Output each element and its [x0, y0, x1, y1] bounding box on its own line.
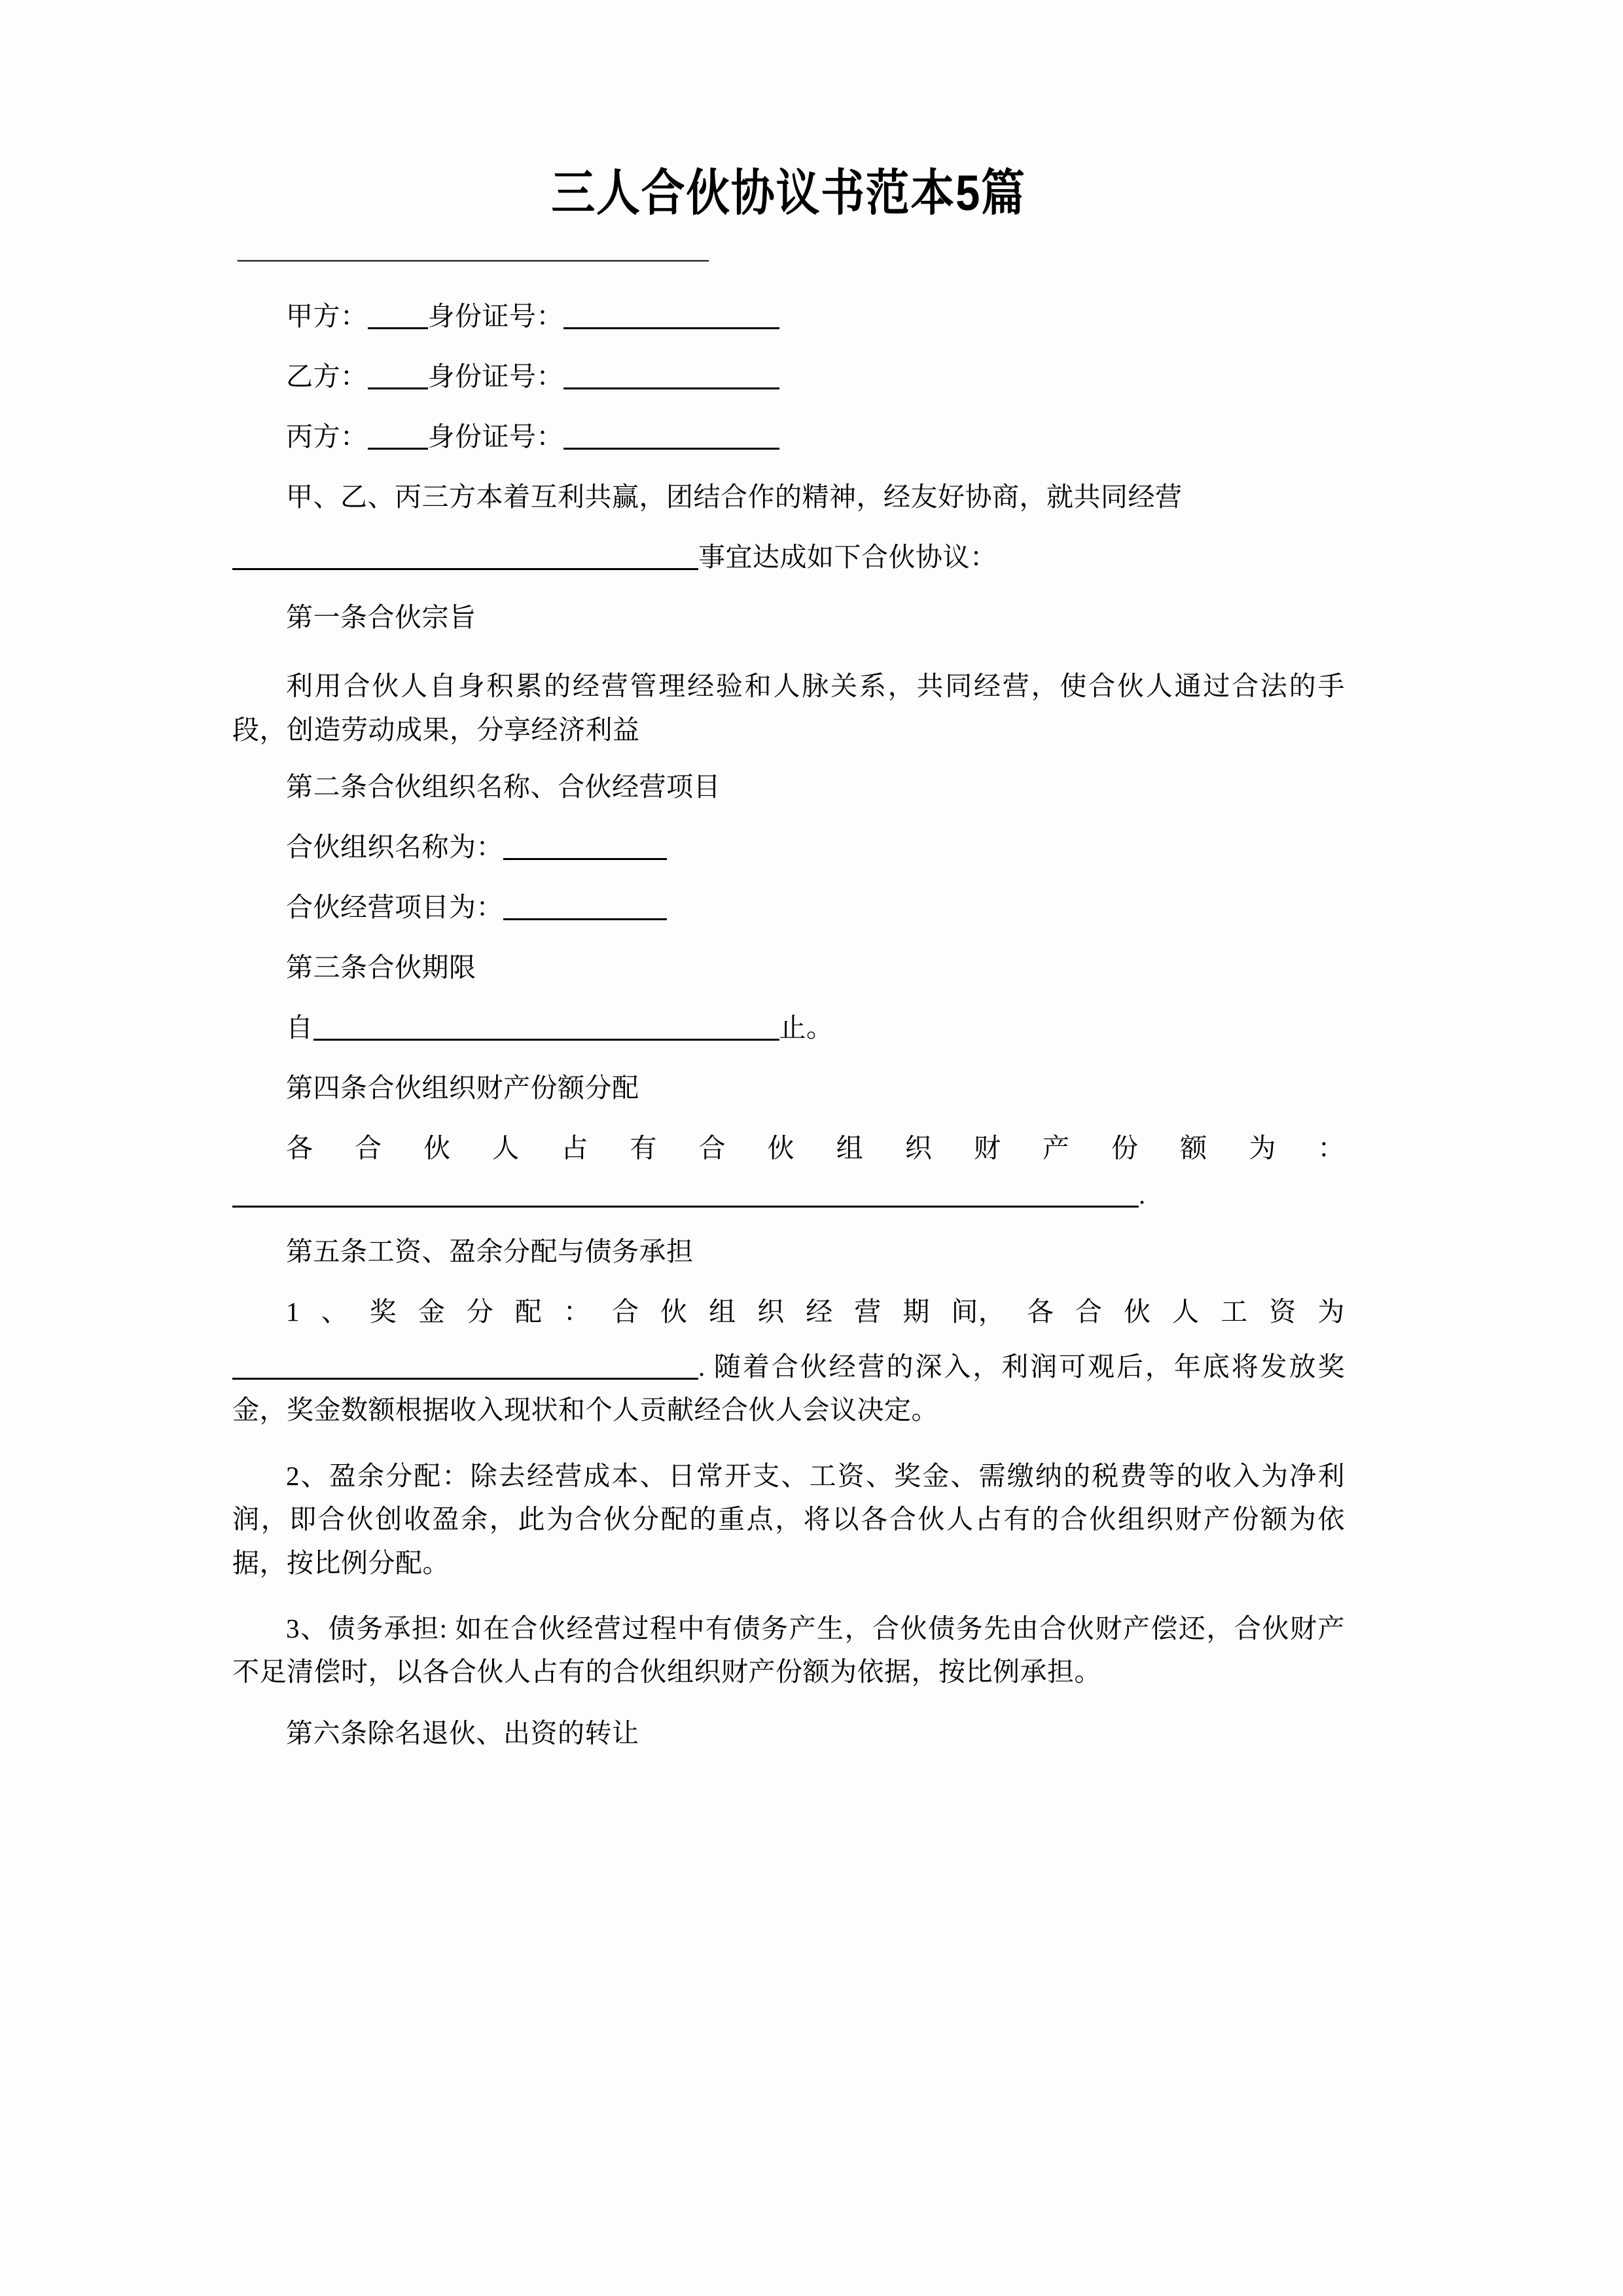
- share-distribution-period: .: [1139, 1179, 1146, 1210]
- bonus-char: 合: [611, 1297, 639, 1327]
- bonus-char: 分: [466, 1297, 494, 1327]
- bonus-char: 合: [1075, 1297, 1103, 1327]
- party-id-label-bing: 身份证号：: [427, 422, 563, 452]
- bonus-char: 期: [902, 1297, 930, 1327]
- bonus-char: 营: [854, 1297, 882, 1327]
- org-project-row: [232, 894, 1345, 921]
- bonus-char: 工: [1221, 1297, 1248, 1327]
- party-row-yi: [232, 363, 1345, 390]
- article-1-heading: 第一条合伙宗旨: [286, 602, 476, 633]
- business-scope-blank[interactable]: [232, 548, 698, 570]
- divider: ——————————————————: [238, 243, 709, 274]
- bonus-char: 资: [1269, 1297, 1296, 1327]
- party-row-bing: [232, 423, 1345, 450]
- share-char: 财: [973, 1133, 1001, 1163]
- salary-amount-blank[interactable]: [232, 1358, 698, 1380]
- bonus-char: 各: [1026, 1297, 1054, 1327]
- term-suffix: 止。: [779, 1013, 834, 1043]
- share-char: 合: [698, 1133, 726, 1163]
- bonus-char: 经: [806, 1297, 833, 1327]
- bonus-allocation-chars: [232, 1299, 1345, 1325]
- bonus-char: 间，: [951, 1297, 1006, 1327]
- party-label-jia: 甲方：: [286, 301, 368, 332]
- bonus-char: 织: [757, 1297, 785, 1327]
- bonus-char: 人: [1172, 1297, 1200, 1327]
- share-char: 组: [836, 1133, 864, 1163]
- bonus-char: 、: [321, 1297, 349, 1327]
- party-label-yi: 乙方：: [286, 361, 368, 392]
- share-char: 有: [630, 1133, 657, 1163]
- share-distribution-chars: [232, 1135, 1345, 1162]
- bonus-char: 伙: [1124, 1297, 1151, 1327]
- org-project-blank[interactable]: [503, 899, 667, 920]
- share-char: 人: [492, 1133, 520, 1163]
- party-name-blank-bing[interactable]: [368, 428, 428, 450]
- share-char: 额: [1180, 1133, 1207, 1163]
- bonus-char: 金: [418, 1297, 446, 1327]
- bonus-allocation-lead: [232, 1299, 1345, 1325]
- bonus-char: 配: [514, 1297, 543, 1327]
- share-char: 为: [1249, 1133, 1276, 1163]
- party-name-blank-yi[interactable]: [368, 368, 428, 389]
- party-id-blank-bing[interactable]: [563, 428, 779, 450]
- org-name-blank[interactable]: [503, 838, 667, 860]
- bonus-char: 奖: [369, 1297, 397, 1327]
- party-label-bing: 丙方：: [286, 422, 368, 452]
- bonus-allocation-tail-row: [232, 1345, 1345, 1432]
- share-char: ：: [1317, 1133, 1345, 1163]
- page-title: 三人合伙协议书范本5篇: [551, 166, 1026, 221]
- article-6-heading: 第六条除名退伙、出资的转让: [286, 1717, 639, 1748]
- preamble-line-2-tail: 事宜达成如下合伙协议：: [698, 542, 997, 573]
- preamble-line-1: 甲、乙、丙三方本着互利共赢，团结合作的精神，经友好协商，就共同经营: [286, 482, 1183, 512]
- share-char: 各: [286, 1133, 313, 1163]
- share-distribution-blank-row: [232, 1181, 1345, 1208]
- term-prefix: 自: [286, 1013, 313, 1043]
- org-name-label: 合伙组织名称为：: [286, 832, 503, 862]
- share-char: 占: [561, 1133, 588, 1163]
- bonus-char: 1: [286, 1297, 300, 1327]
- party-id-blank-jia[interactable]: [563, 308, 779, 329]
- document-body: [232, 164, 1345, 1780]
- share-char: 伙: [767, 1133, 795, 1163]
- article-5-heading: 第五条工资、盈余分配与债务承担: [286, 1236, 694, 1266]
- share-char: 伙: [423, 1133, 451, 1163]
- party-id-label-jia: 身份证号：: [427, 301, 563, 332]
- share-char: 织: [904, 1133, 933, 1163]
- bonus-allocation-tail: . 随着合伙经营的深入，利润可观后，年底将发放奖金，奖金数额根据收入现状和个人贡献经合伙人会议决定。: [232, 1352, 1345, 1426]
- party-id-label-yi: 身份证号：: [427, 361, 563, 392]
- share-distribution-blank[interactable]: [232, 1186, 1139, 1208]
- org-name-row: [232, 834, 1345, 861]
- party-name-blank-jia[interactable]: [368, 308, 428, 329]
- article-2-heading: 第二条合伙组织名称、合伙经营项目: [286, 772, 721, 802]
- org-project-label: 合伙经营项目为：: [286, 892, 503, 922]
- share-char: 产: [1043, 1133, 1070, 1163]
- article-3-heading: 第三条合伙期限: [286, 952, 476, 982]
- bonus-char: ：: [563, 1297, 591, 1327]
- share-char: 合: [355, 1133, 382, 1163]
- bonus-char: 为: [1317, 1297, 1345, 1327]
- debt-liability-text: 3、债务承担: 如在合伙经营过程中有债务产生，合伙债务先由合伙财产偿还，合伙财产不足清偿时，以各合伙人占有的合伙组织财产份额为依据，按比例承担。: [232, 1613, 1345, 1687]
- party-row-jia: [232, 303, 1345, 330]
- bonus-char: 伙: [660, 1297, 688, 1327]
- share-distribution-line: [232, 1135, 1345, 1162]
- preamble-line-2: [232, 544, 1345, 571]
- article-4-heading: 第四条合伙组织财产份额分配: [286, 1073, 639, 1103]
- party-id-blank-yi[interactable]: [563, 368, 779, 389]
- term-blank[interactable]: [313, 1019, 779, 1041]
- article-1-body: 利用合伙人自身积累的经营管理经验和人脉关系，共同经营，使合伙人通过合法的手段，创造劳动成果，分享经济利益: [232, 671, 1345, 745]
- term-row: [232, 1014, 1345, 1041]
- bonus-char: 组: [709, 1297, 736, 1327]
- share-char: 份: [1111, 1133, 1139, 1163]
- surplus-allocation-text: 2、盈余分配：除去经营成本、日常开支、工资、奖金、需缴纳的税费等的收入为净利润，即合伙创收盈余，此为合伙分配的重点，将以各合伙人占有的合伙组织财产份额为依据，按比例分配。: [232, 1460, 1345, 1578]
